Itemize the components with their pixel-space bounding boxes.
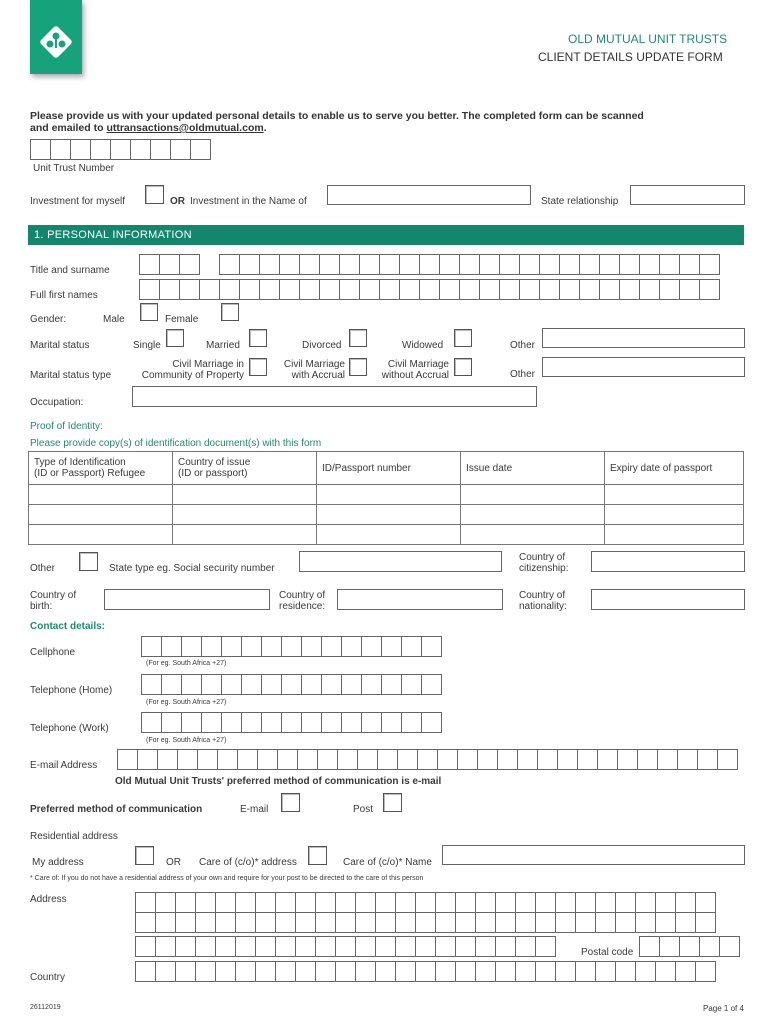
title-surname-label: Title and surname <box>30 265 110 276</box>
preferred-method-note: Old Mutual Unit Trusts' preferred method of communication is e-mail <box>115 776 442 787</box>
marital-status-type-label: Marital status type <box>30 370 112 381</box>
nationality-label <box>519 590 567 612</box>
country-cells[interactable] <box>135 961 716 982</box>
col-expiry-date: Expiry date of passport <box>605 452 744 485</box>
country-label: Country <box>30 972 66 983</box>
table-row[interactable] <box>29 505 744 525</box>
marital-other-field[interactable] <box>542 328 745 348</box>
care-of-address-checkbox[interactable] <box>308 846 327 865</box>
nationality-line-1: Country of <box>519 590 566 601</box>
col-type-of-identification: Type of Identification (ID or Passport) Refugee <box>29 452 173 485</box>
birth-country-field[interactable] <box>104 589 270 610</box>
citizenship-line-2: citizenship: <box>519 563 569 574</box>
male-label: Male <box>103 314 125 325</box>
title-cells[interactable] <box>139 254 200 275</box>
civil-community-line-1: Civil Marriage in <box>172 359 244 370</box>
col-country-of-issue: Country of issue (ID or passport) <box>173 452 317 485</box>
married-checkbox[interactable] <box>249 329 267 347</box>
state-type-field[interactable] <box>299 551 502 572</box>
marital-other-label: Other <box>510 340 536 351</box>
contact-details-heading: Contact details: <box>30 621 106 632</box>
cellphone-cells[interactable] <box>141 636 442 657</box>
occupation-field[interactable] <box>132 386 537 407</box>
intro-line-1: Please provide us with your updated personal details to enable us to serve you better. The completed form can be scanned <box>30 110 644 122</box>
pref-post-label: Post <box>353 804 374 815</box>
civil-without-accrual-label <box>370 359 449 381</box>
col-id-passport-number: ID/Passport number <box>317 452 461 485</box>
residence-line-1: Country of <box>279 590 326 601</box>
citizenship-label <box>519 552 568 574</box>
identification-table <box>28 451 744 545</box>
civil-community-checkbox[interactable] <box>249 358 267 376</box>
nationality-line-2: nationality: <box>519 601 567 612</box>
unit-trust-number-cells[interactable] <box>30 139 211 160</box>
civil-without-line-1: Civil Marriage <box>387 359 449 370</box>
res-or-label: OR <box>166 857 181 868</box>
civil-without-line-2: without Accrual <box>381 370 449 381</box>
civil-accrual-label <box>278 359 345 381</box>
full-first-names-label: Full first names <box>30 290 98 301</box>
intro-email-link[interactable]: uttransactions@oldmutual.com <box>106 122 264 134</box>
state-relationship-label: State relationship <box>541 196 619 207</box>
cellphone-label: Cellphone <box>30 647 76 658</box>
footer-date: 26112019 <box>30 1004 61 1011</box>
my-address-label: My address <box>32 857 84 868</box>
postal-code-label: Postal code <box>581 947 634 958</box>
divorced-checkbox[interactable] <box>349 329 367 347</box>
investment-name-field[interactable] <box>327 185 531 205</box>
divorced-label: Divorced <box>302 340 342 351</box>
investment-name-label: Investment in the Name of <box>190 196 307 207</box>
care-of-footnote: * Care of: If you do not have a residential address of your own and require for your post to be directed to the care of this person <box>30 875 424 882</box>
civil-accrual-checkbox[interactable] <box>349 358 367 376</box>
occupation-label: Occupation: <box>30 397 84 408</box>
pref-email-checkbox[interactable] <box>281 793 300 812</box>
intro-suffix: . <box>263 122 267 134</box>
telephone-work-cells[interactable] <box>141 712 442 733</box>
intro-prefix: and emailed to <box>30 122 107 134</box>
telephone-home-label: Telephone (Home) <box>30 685 113 696</box>
email-address-cells[interactable] <box>117 749 738 770</box>
civil-community-label <box>130 359 244 381</box>
widowed-label: Widowed <box>402 340 444 351</box>
birth-line-1: Country of <box>30 590 77 601</box>
intro-line-2 <box>30 122 267 134</box>
footer-page-number: Page 1 of 4 <box>703 1004 744 1013</box>
postal-code-cells[interactable] <box>639 936 740 957</box>
logo-emblem-icon <box>30 0 82 74</box>
nationality-field[interactable] <box>591 589 745 610</box>
state-relationship-field[interactable] <box>630 185 745 205</box>
birth-line-2: birth: <box>30 601 53 612</box>
residence-country-field[interactable] <box>337 589 503 610</box>
care-of-name-label: Care of (c/o)* Name <box>343 857 432 868</box>
brand-title: OLD MUTUAL UNIT TRUSTS <box>568 32 728 46</box>
gender-label: Gender: <box>30 314 67 325</box>
proof-of-identity-heading: Proof of Identity: <box>30 421 103 432</box>
marital-status-label: Marital status <box>30 340 90 351</box>
investment-myself-label: Investment for myself <box>30 196 126 207</box>
address-label: Address <box>30 894 67 905</box>
preferred-method-label: Preferred method of communication <box>30 804 203 815</box>
civil-community-line-2: Community of Property <box>141 370 244 381</box>
or-label: OR <box>170 196 185 207</box>
telephone-work-example: (For eg. South Africa +27) <box>146 737 227 744</box>
table-header-row <box>29 452 744 485</box>
care-of-address-label: Care of (c/o)* address <box>199 857 297 868</box>
my-address-checkbox[interactable] <box>135 846 154 865</box>
proof-of-identity-note: Please provide copy(s) of identification document(s) with this form <box>30 438 322 449</box>
telephone-work-label: Telephone (Work) <box>30 723 109 734</box>
female-label: Female <box>165 314 199 325</box>
telephone-home-cells[interactable] <box>141 674 442 695</box>
marital-type-other-field[interactable] <box>542 357 745 377</box>
unit-trust-number-label: Unit Trust Number <box>33 163 115 174</box>
male-checkbox[interactable] <box>140 303 158 321</box>
residence-line-2: residence: <box>279 601 326 612</box>
address-line-2-cells[interactable] <box>135 912 716 933</box>
full-first-names-cells[interactable] <box>139 279 720 300</box>
col-issue-date: Issue date <box>461 452 605 485</box>
section-personal-information: 1. PERSONAL INFORMATION <box>28 225 744 245</box>
pref-email-label: E-mail <box>240 804 269 815</box>
residence-label <box>279 590 325 612</box>
citizenship-line-1: Country of <box>519 552 566 563</box>
care-of-name-field[interactable] <box>442 845 745 865</box>
table-row[interactable] <box>29 525 744 545</box>
cellphone-example: (For eg. South Africa +27) <box>146 660 227 667</box>
civil-accrual-line-2: with Accrual <box>291 370 345 381</box>
address-line-3-cells[interactable] <box>135 936 556 957</box>
other-id-checkbox[interactable] <box>79 552 98 571</box>
surname-cells[interactable] <box>219 254 720 275</box>
female-checkbox[interactable] <box>221 303 239 321</box>
email-address-label: E-mail Address <box>30 760 98 771</box>
marital-type-other-label: Other <box>510 369 536 380</box>
telephone-home-example: (For eg. South Africa +27) <box>146 699 227 706</box>
birth-label <box>30 590 76 612</box>
residential-address-heading: Residential address <box>30 831 118 842</box>
form-title: CLIENT DETAILS UPDATE FORM <box>538 50 723 64</box>
civil-without-accrual-checkbox[interactable] <box>454 358 472 376</box>
table-row[interactable] <box>29 485 744 505</box>
investment-myself-checkbox[interactable] <box>145 185 164 204</box>
widowed-checkbox[interactable] <box>454 329 472 347</box>
other-id-label: Other <box>30 563 56 574</box>
state-type-label: State type eg. Social security number <box>109 563 275 574</box>
citizenship-field[interactable] <box>591 551 745 572</box>
single-checkbox[interactable] <box>166 329 184 347</box>
old-mutual-logo <box>30 0 82 74</box>
single-label: Single <box>133 340 161 351</box>
civil-accrual-line-1: Civil Marriage <box>283 359 345 370</box>
married-label: Married <box>206 340 240 351</box>
pref-post-checkbox[interactable] <box>383 793 402 812</box>
address-line-1-cells[interactable] <box>135 892 716 913</box>
